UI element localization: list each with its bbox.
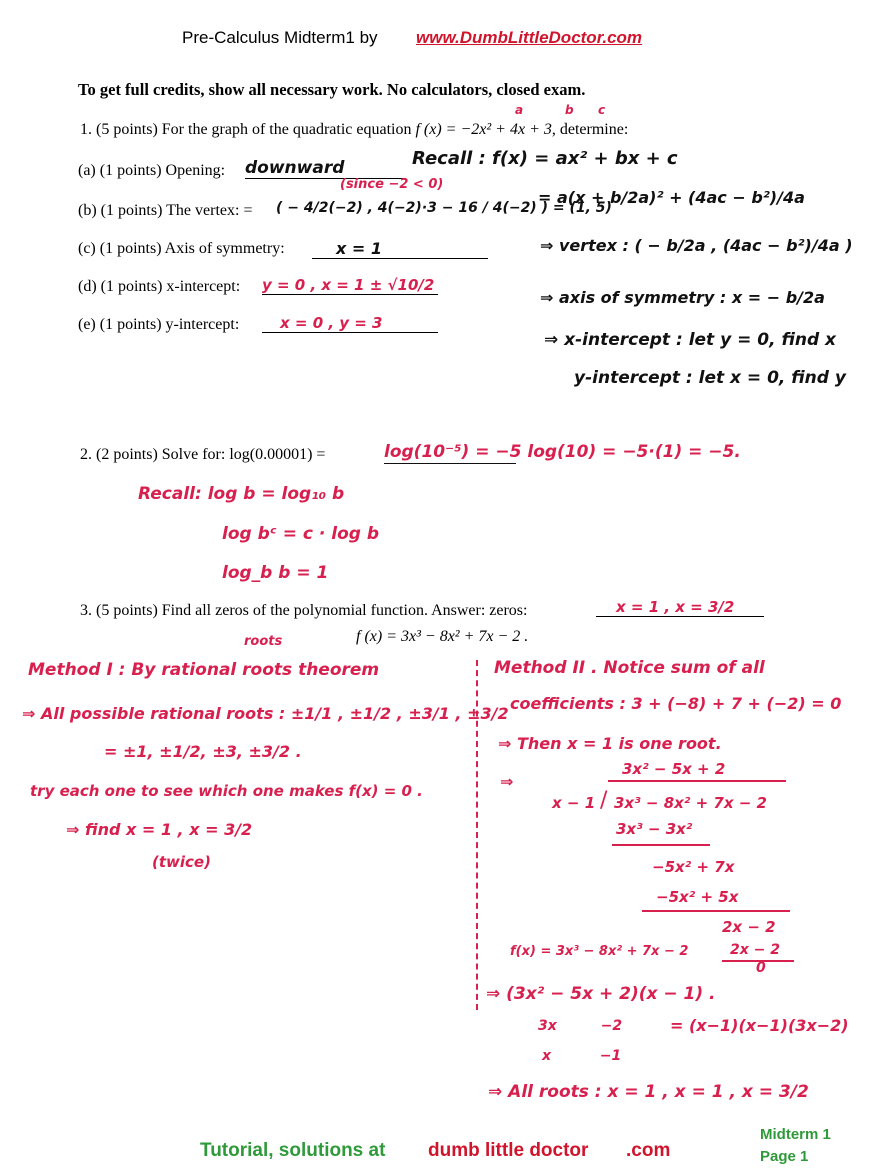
q1-recall-2: = a(x + b/2a)² + (4ac − b²)/4a bbox=[538, 188, 805, 207]
all-roots: ⇒ All roots : x = 1 , x = 1 , x = 3/2 bbox=[488, 1082, 809, 1102]
method1-line-5: ⇒ find x = 1 , x = 3/2 bbox=[66, 820, 253, 839]
q1e-label: (e) (1 points) y-intercept: bbox=[78, 316, 240, 333]
q3-stem: 3. (5 points) Find all zeros of the polynomial function. Answer: zeros: bbox=[80, 602, 528, 619]
division-step-2: −5x² + 7x bbox=[652, 858, 735, 876]
q1a-note: (since −2 < 0) bbox=[340, 177, 444, 192]
division-rule-1 bbox=[612, 844, 710, 846]
q1b-label: (b) (1 points) The vertex: = bbox=[78, 202, 253, 219]
footer-midterm: Midterm 1 bbox=[760, 1126, 831, 1143]
site-link[interactable]: www.DumbLittleDoctor.com bbox=[416, 28, 643, 47]
q1-recall-6: y-intercept : let x = 0, find y bbox=[574, 368, 846, 388]
q1-recall-1: Recall : f(x) = ax² + bx + c bbox=[412, 148, 678, 169]
footer-brand[interactable]: dumb little doctor bbox=[428, 1140, 589, 1161]
q2-recall-3: log_b b = 1 bbox=[222, 563, 329, 583]
division-dividend: 3x³ − 8x² + 7x − 2 bbox=[614, 794, 767, 812]
factor-cross-top: 3x −2 bbox=[538, 1018, 623, 1034]
factor-result: = (x−1)(x−1)(3x−2) bbox=[670, 1016, 849, 1035]
method-divider bbox=[476, 660, 478, 1010]
q1a-label: (a) (1 points) Opening: bbox=[78, 162, 226, 179]
q1d-label: (d) (1 points) x-intercept: bbox=[78, 278, 241, 295]
method2-line-3: ⇒ Then x = 1 is one root. bbox=[498, 734, 722, 753]
instructions: To get full credits, show all necessary work. No calculators, closed exam. bbox=[78, 80, 586, 99]
division-step-5: 2x − 2 bbox=[730, 942, 780, 958]
q3-function: f (x) = 3x³ − 8x² + 7x − 2 . bbox=[356, 628, 529, 645]
q2-answer: log(10⁻⁵) = −5 log(10) = −5·(1) = −5. bbox=[384, 442, 741, 462]
method2-title: Method II . Notice sum of all bbox=[494, 658, 765, 678]
footer-tutorial: Tutorial, solutions at bbox=[200, 1140, 386, 1161]
coef-mark-a: a bbox=[515, 103, 524, 117]
division-step-3: −5x² + 5x bbox=[656, 888, 739, 906]
q1e-answer: x = 0 , y = 3 bbox=[262, 314, 438, 333]
q2-recall-1: Recall: log b = log₁₀ b bbox=[138, 484, 345, 504]
division-bracket: / bbox=[600, 788, 608, 813]
division-step-1: 3x³ − 3x² bbox=[616, 820, 693, 838]
division-step-4: 2x − 2 bbox=[722, 918, 776, 936]
method1-line-2: ⇒ All possible rational roots : ±1/1 , ±1/2 , ±3/1 , ±3/2 bbox=[22, 704, 509, 723]
q2-recall-2: log bᶜ = c · log b bbox=[222, 524, 380, 544]
method1-line-4: try each one to see which one makes f(x) = 0 . bbox=[30, 782, 423, 800]
method1-title: Method I : By rational roots theorem bbox=[28, 660, 380, 680]
factor-line-2: ⇒ (3x² − 5x + 2)(x − 1) . bbox=[486, 984, 716, 1004]
page-title: Pre-Calculus Midterm1 by bbox=[182, 28, 378, 47]
coef-mark-b: b bbox=[565, 103, 574, 117]
footer-tld: .com bbox=[626, 1140, 671, 1161]
coef-mark-c: c bbox=[598, 103, 606, 117]
factor-line-1: f(x) = 3x³ − 8x² + 7x − 2 bbox=[510, 944, 689, 959]
q2-underline bbox=[384, 463, 516, 464]
factor-cross-bottom: x −1 bbox=[542, 1048, 622, 1064]
method2-line-2: coefficients : 3 + (−8) + 7 + (−2) = 0 bbox=[510, 694, 842, 713]
q1a-answer: downward bbox=[245, 158, 405, 179]
q3-roots-note: roots bbox=[244, 634, 283, 649]
q1b-answer: ( − 4/2(−2) , 4(−2)·3 − 16 / 4(−2) ) = (1, 5) bbox=[276, 200, 612, 216]
method2-arrow: ⇒ bbox=[500, 772, 514, 791]
q1c-label: (c) (1 points) Axis of symmetry: bbox=[78, 240, 285, 257]
division-bar bbox=[608, 780, 786, 782]
method1-line-3: = ±1, ±1/2, ±3, ±3/2 . bbox=[104, 742, 302, 761]
q1-recall-5: ⇒ x-intercept : let y = 0, find x bbox=[544, 330, 836, 350]
q1c-answer: x = 1 bbox=[312, 239, 488, 259]
q1-recall-4: ⇒ axis of symmetry : x = − b/2a bbox=[540, 288, 825, 307]
footer-page: Page 1 bbox=[760, 1148, 809, 1165]
division-rule-2 bbox=[642, 910, 790, 912]
division-divisor: x − 1 bbox=[552, 794, 596, 812]
division-quotient: 3x² − 5x + 2 bbox=[622, 760, 726, 778]
q2-stem: 2. (2 points) Solve for: log(0.00001) = bbox=[80, 446, 326, 463]
method1-twice: (twice) bbox=[152, 853, 211, 871]
q1-stem: 1. (5 points) For the graph of the quadratic equation f (x) = −2x² + 4x + 3, determine: bbox=[80, 121, 629, 138]
division-remainder: 0 bbox=[756, 960, 766, 976]
q3-answer: x = 1 , x = 3/2 bbox=[596, 598, 764, 617]
q1d-answer: y = 0 , x = 1 ± √10/2 bbox=[262, 276, 438, 295]
q1-recall-3: ⇒ vertex : ( − b/2a , (4ac − b²)/4a ) bbox=[540, 236, 853, 255]
q1-equation: f (x) = −2x² + 4x + 3 bbox=[415, 121, 552, 138]
